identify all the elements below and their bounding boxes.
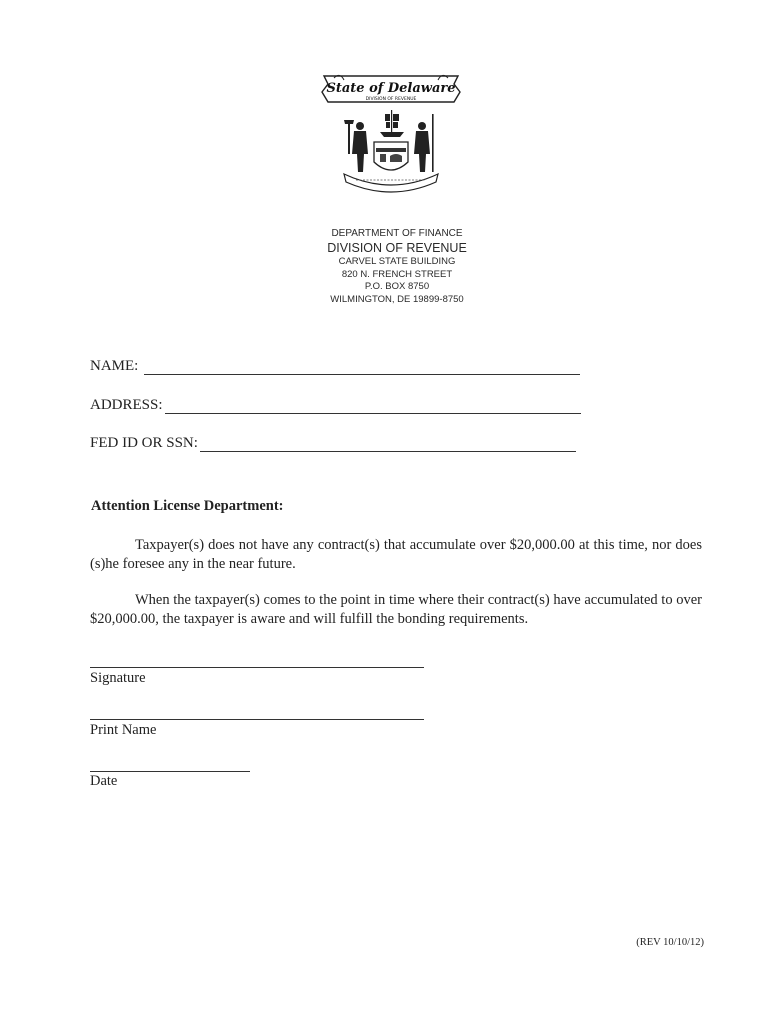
address-label: ADDRESS:	[90, 397, 163, 413]
name-label: NAME:	[90, 358, 139, 374]
address-input-line[interactable]	[165, 399, 581, 414]
signature-label: Signature	[90, 670, 146, 686]
department-name: DEPARTMENT OF FINANCE	[331, 228, 463, 239]
date-label: Date	[90, 773, 118, 789]
agency-header	[285, 227, 509, 306]
print-name-label: Print Name	[90, 722, 157, 738]
building-name: CARVEL STATE BUILDING	[338, 256, 456, 267]
signature-line[interactable]	[90, 667, 424, 668]
paragraph-no-contracts: Taxpayer(s) does not have any contract(s) that accumulate over $20,000.00 at this time, nor does (s)he foresee any in the near future.	[90, 537, 702, 572]
street-address: 820 N. FRENCH STREET	[341, 268, 453, 280]
date-line[interactable]	[90, 771, 250, 772]
svg-text:DIVISION OF REVENUE: DIVISION OF REVENUE	[365, 97, 417, 102]
revision-note: (REV 10/10/12)	[636, 937, 704, 948]
fedid-label: FED ID OR SSN:	[90, 435, 198, 451]
paragraph-bonding: When the taxpayer(s) comes to the point in time where their contract(s) have accumulated to over $20,000.00, the taxpayer is aware and will fulfill the bonding requirements.	[90, 592, 702, 627]
print-name-line[interactable]	[90, 719, 424, 720]
name-field	[90, 357, 580, 375]
attention-heading: Attention License Department:	[91, 498, 284, 514]
svg-text:State of Delaware: State of Delaware	[326, 81, 456, 96]
po-box: P.O. BOX 8750	[364, 281, 430, 292]
city-state-zip: WILMINGTON, DE 19899-8750	[330, 293, 464, 305]
fedid-input-line[interactable]	[200, 437, 576, 452]
address-field	[90, 396, 581, 414]
division-name: DIVISION OF REVENUE	[327, 241, 467, 255]
name-input-line[interactable]	[144, 360, 580, 375]
delaware-state-seal	[320, 70, 462, 200]
fedid-field	[90, 434, 576, 452]
